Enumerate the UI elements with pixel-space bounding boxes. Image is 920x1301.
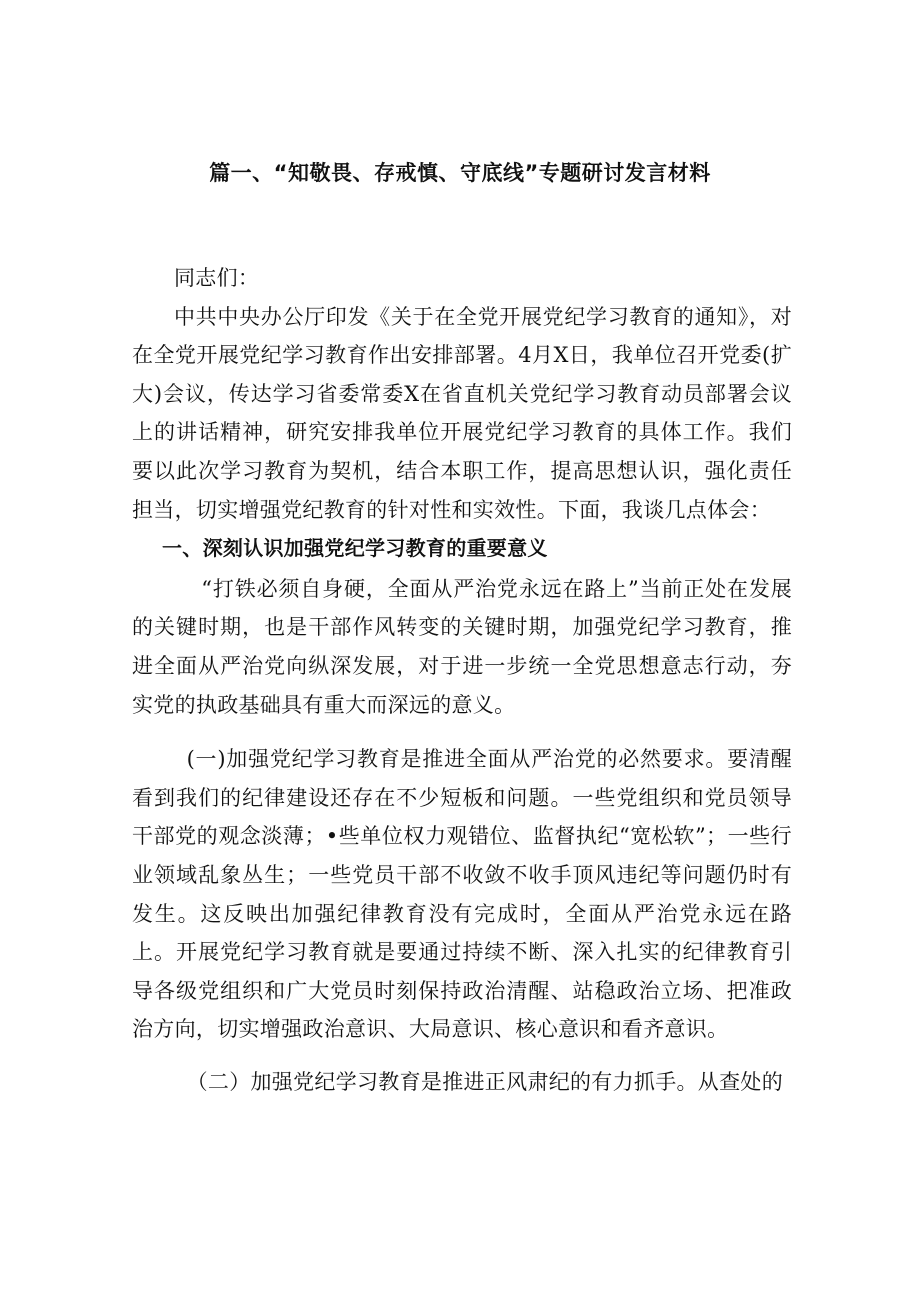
quote-paragraph: “打铁必须自身硬，全面从严治党永远在路上”当前正处在发展的关键时期，也是干部作风转变的关键时期，加强党纪学习教育，推进全面从严治党向纵深发展，对于进一步统一全党思想意志行动，夯实党的执政基础具有重大而深远的意义。	[132, 576, 792, 717]
document-body	[132, 259, 792, 1101]
document-title: 篇一、“知敬畏、存戒慎、守底线”专题研讨发言材料	[209, 161, 711, 185]
sub-paragraph-1: (一)加强党纪学习教育是推进全面从严治党的必然要求。要清醒看到我们的纪律建设还存在不少短板和问题。一些党组织和党员领导干部党的观念淡薄；•些单位权力观错位、监督执纪“宽松软”；一些行业领域乱象丛生；一些党员干部不收敛不收手顶风违纪等问题仍时有发生。这反映出加强纪律教育没有完成时，全面从严治党永远在路上。开展党纪学习教育就是要通过持续不断、深入扎实的纪律教育引导各级党组织和广大党员时刻保持政治清醒、站稳政治立场、把准政治方向，切实增强政治意识、大局意识、核心意识和看齐意识。	[132, 747, 792, 1042]
salutation: 同志们：	[174, 266, 260, 290]
intro-paragraph: 中共中央办公厅印发《关于在全党开展党纪学习教育的通知》，对在全党开展党纪学习教育作出安排部署。4月X日，我单位召开党委(扩大)会议，传达学习省委常委X在省直机关党纪学习教育动员部署会议上的讲话精神，研究安排我单位开展党纪学习教育的具体工作。我们要以此次学习教育为契机，结合本职工作，提高思想认识，强化责任担当，切实增强党纪教育的针对性和实效性。下面，我谈几点体会：	[132, 304, 792, 522]
section-heading: 一、深刻认识加强党纪学习教育的重要意义	[162, 536, 548, 561]
sub-paragraph-2: （二）加强党纪学习教育是推进正风肃纪的有力抓手。从查处的	[186, 1069, 783, 1094]
